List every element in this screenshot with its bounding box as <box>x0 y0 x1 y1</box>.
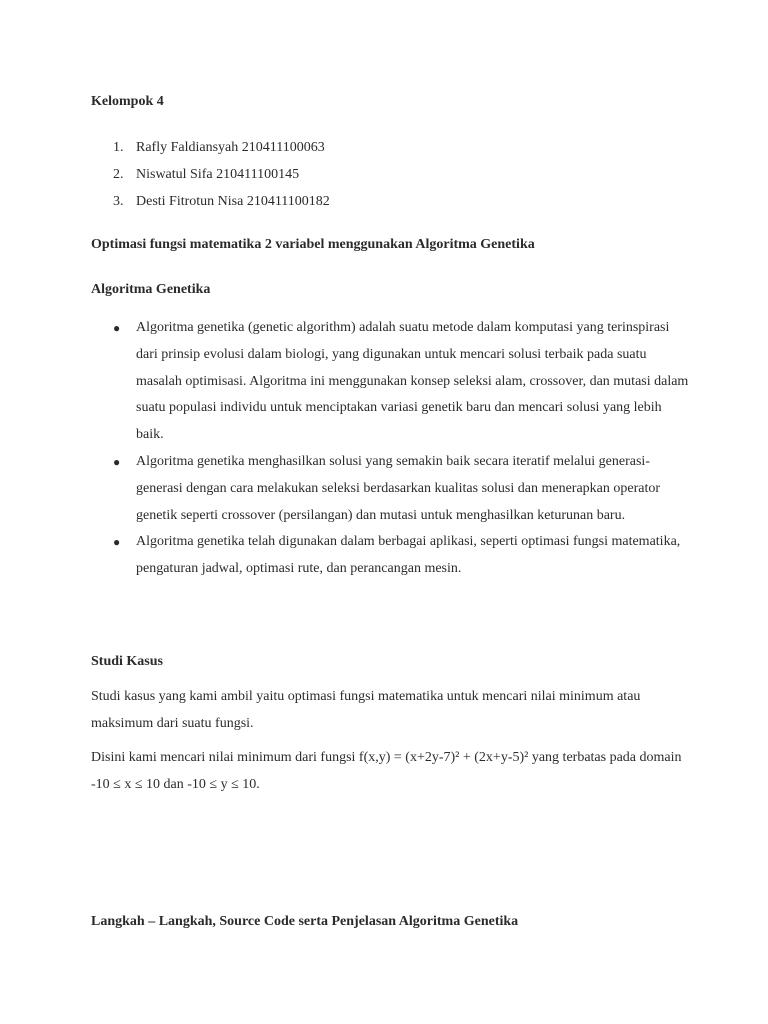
bullet-icon: ● <box>113 321 121 335</box>
section-heading-case: Studi Kasus <box>91 654 163 669</box>
list-item <box>91 139 330 166</box>
list-number: 2. <box>113 167 124 182</box>
bullet-text: Algoritma genetika menghasilkan solusi yang semakin baik secara iteratif melalui generasi-generasi dengan cara melakukan seleksi berdasarkan kualitas solusi dan menerapkan operator genetik seperti crossover (persilangan) dan mutasi untuk menghasilkan keturunan baru. <box>136 453 661 523</box>
member-list <box>91 139 330 220</box>
case-paragraph: Studi kasus yang kami ambil yaitu optimasi fungsi matematika untuk mencari nilai minimum atau maksimum dari suatu fungsi. <box>91 689 641 731</box>
bullet-text: Algoritma genetika telah digunakan dalam berbagai aplikasi, seperti optimasi fungsi matematika, pengaturan jadwal, optimasi rute, dan perancangan mesin. <box>136 534 681 577</box>
section-heading-ga: Algoritma Genetika <box>91 282 211 297</box>
bullet-icon: ● <box>113 454 121 469</box>
ga-bullet-list <box>91 315 691 583</box>
list-item <box>91 193 330 220</box>
section-heading-steps: Langkah – Langkah, Source Code serta Penjelasan Algoritma Genetika <box>91 914 519 929</box>
list-number: 1. <box>113 140 124 155</box>
list-item <box>91 449 691 529</box>
list-item <box>91 315 691 449</box>
bullet-icon: ● <box>113 535 121 550</box>
list-number: 3. <box>113 194 124 209</box>
case-paragraph-function: Disini kami mencari nilai minimum dari fungsi f(x,y) = (x+2y-7)² + (2x+y-5)² yang terbatas pada domain -10 ≤ x ≤ 10 dan -10 ≤ y ≤ 10. <box>91 750 682 792</box>
member-name: Niswatul Sifa 210411100145 <box>136 167 300 182</box>
list-item <box>91 529 691 583</box>
main-title: Optimasi fungsi matematika 2 variabel menggunakan Algoritma Genetika <box>91 237 535 252</box>
list-item <box>91 166 330 193</box>
group-title: Kelompok 4 <box>91 94 164 109</box>
member-name: Rafly Faldiansyah 210411100063 <box>136 140 325 155</box>
member-name: Desti Fitrotun Nisa 210411100182 <box>136 194 330 209</box>
bullet-text: Algoritma genetika (genetic algorithm) adalah suatu metode dalam komputasi yang terinspirasi dari prinsip evolusi dalam biologi, yang digunakan untuk mencari solusi terbaik pada suatu masalah optimisasi. Algoritma ini menggunakan konsep seleksi alam, crossover, dan mutasi dalam suatu populasi individu untuk menciptakan variasi genetik baru dan mencari solusi yang lebih baik. <box>136 320 689 443</box>
